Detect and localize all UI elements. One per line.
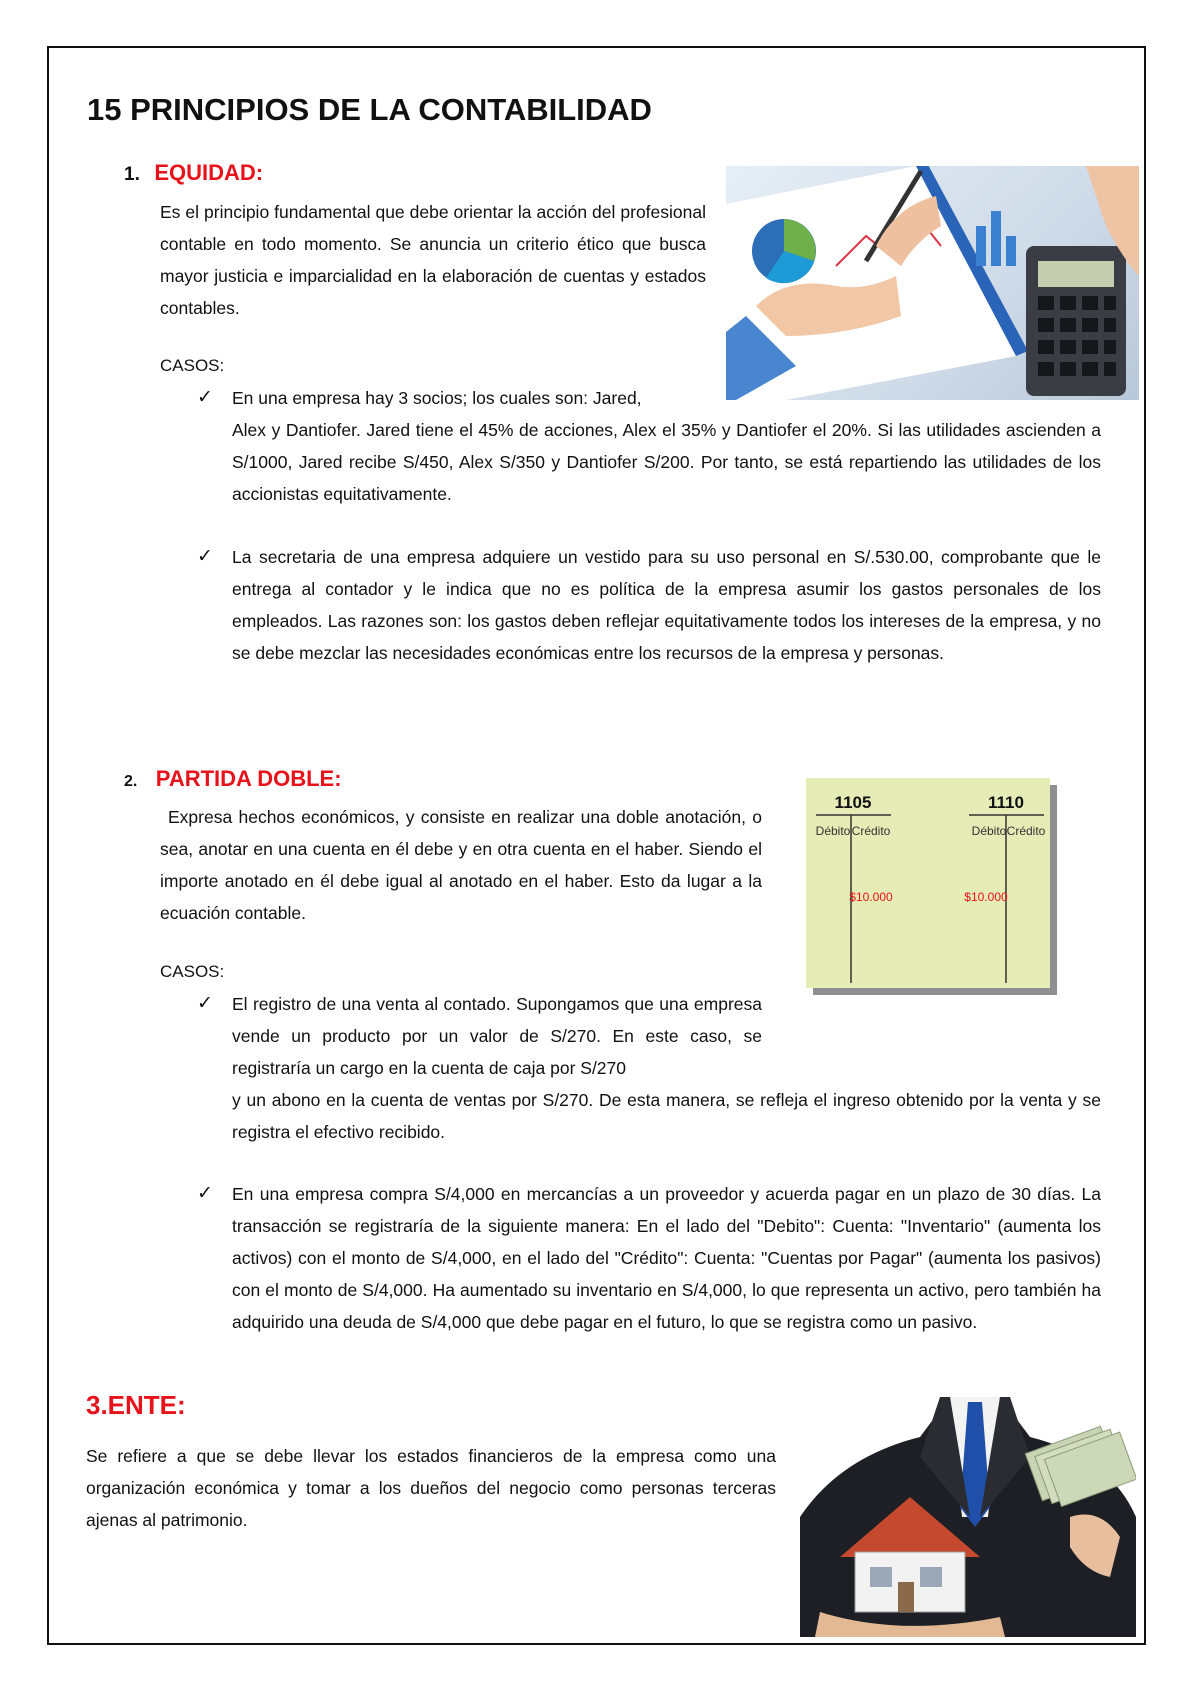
section-1-casos-label: CASOS: [160, 356, 225, 375]
chart-analysis-image [726, 166, 1139, 400]
section-1-case-1-first-line: En una empresa hay 3 socios; los cuales son: Jared, [232, 388, 642, 408]
businessman-house-money-image [800, 1397, 1136, 1637]
ledger-amount-1: $10.000 [849, 890, 893, 904]
ledger-account-code-1: 1105 [834, 793, 872, 812]
check-icon: ✓ [197, 993, 213, 1014]
section-2-case-2-text: En una empresa compra S/4,000 en mercancías a un proveedor y acuerda pagar en un plazo de 30 días. La transacción se registraría de la siguiente manera: En el lado del "Debito": Cuenta: "Inventario" (aumenta los activos) con el monto de S/4,000, en el lado del "Crédito": Cuenta: "Cuentas por Pagar" (aumenta los pasivos) con el monto de S/4,000. Ha aumentado su inventario en S/4,000, lo que representa un activo, pero también ha adquirido una deuda de S/4,000 que debe pagar en el futuro, lo que se registra como un pasivo. [232, 1184, 1101, 1332]
section-3-title: 3.ENTE: [86, 1390, 186, 1420]
section-1-title: EQUIDAD: [154, 160, 264, 185]
check-icon: ✓ [197, 1183, 213, 1204]
section-2-case-1-text: y un abono en la cuenta de ventas por S/270. De esta manera, se refleja el ingreso obtenido por la venta y se registra el efectivo recibido. [232, 1090, 1101, 1142]
ledger-debit-label-2: Débito [971, 824, 1007, 838]
section-1-heading [124, 160, 263, 186]
ledger-t-accounts-image [806, 778, 1050, 988]
check-icon: ✓ [197, 387, 213, 408]
section-1-number: 1. [124, 164, 140, 185]
section-2-case-1-first-lines: El registro de una venta al contado. Supongamos que una empresa vende un producto por un valor de S/270. En este caso, se registraría un cargo en la cuenta de caja por S/270 [232, 994, 762, 1078]
section-1-case-2-text: La secretaria de una empresa adquiere un vestido para su uso personal en S/.530.00, comprobante que le entrega al contador y le indica que no es política de la empresa asumir los gastos personales de los empleados. Las razones son: los gastos deben reflejar equitativamente todos los intereses de la empresa, y no se debe mezclar las necesidades económicas entre los recursos de la empresa y personas. [232, 547, 1101, 663]
section-2-heading [124, 766, 342, 792]
section-1-paragraph: Es el principio fundamental que debe orientar la acción del profesional contable en todo momento. Se anuncia un criterio ético que busca mayor justicia e imparcialidad en la elaboración de cuentas y estados contables. [160, 202, 706, 318]
section-2-casos-label: CASOS: [160, 962, 225, 981]
section-3-paragraph: Se refiere a que se debe llevar los estados financieros de la empresa como una organización económica y tomar a los dueños del negocio como personas terceras ajenas al patrimonio. [86, 1446, 776, 1530]
ledger-debit-label-1: Débito [815, 824, 851, 838]
ledger-amount-2: $10.000 [964, 890, 1008, 904]
check-icon: ✓ [197, 546, 213, 567]
ledger-account-code-2: 1110 [988, 793, 1024, 812]
section-2-paragraph: Expresa hechos económicos, y consiste en realizar una doble anotación, o sea, anotar en una cuenta en él debe y en otra cuenta en el haber. Siendo el importe anotado en él debe igual al anotado en el haber. Esto da lugar a la ecuación contable. [160, 807, 762, 923]
section-1-case-1-text: Alex y Dantiofer. Jared tiene el 45% de acciones, Alex el 35% y Dantiofer el 20%. Si las utilidades ascienden a S/1000, Jared recibe S/450, Alex S/350 y Dantiofer S/200. Por tanto, se está repartiendo las utilidades de los accionistas equitativamente. [232, 420, 1101, 504]
ledger-credit-label-1: Crédito [851, 824, 891, 838]
section-2-number: 2. [124, 773, 138, 790]
section-2-title: PARTIDA DOBLE: [155, 766, 342, 791]
ledger-credit-label-2: Crédito [1006, 824, 1046, 838]
page-title: 15 PRINCIPIOS DE LA CONTABILIDAD [87, 92, 652, 127]
